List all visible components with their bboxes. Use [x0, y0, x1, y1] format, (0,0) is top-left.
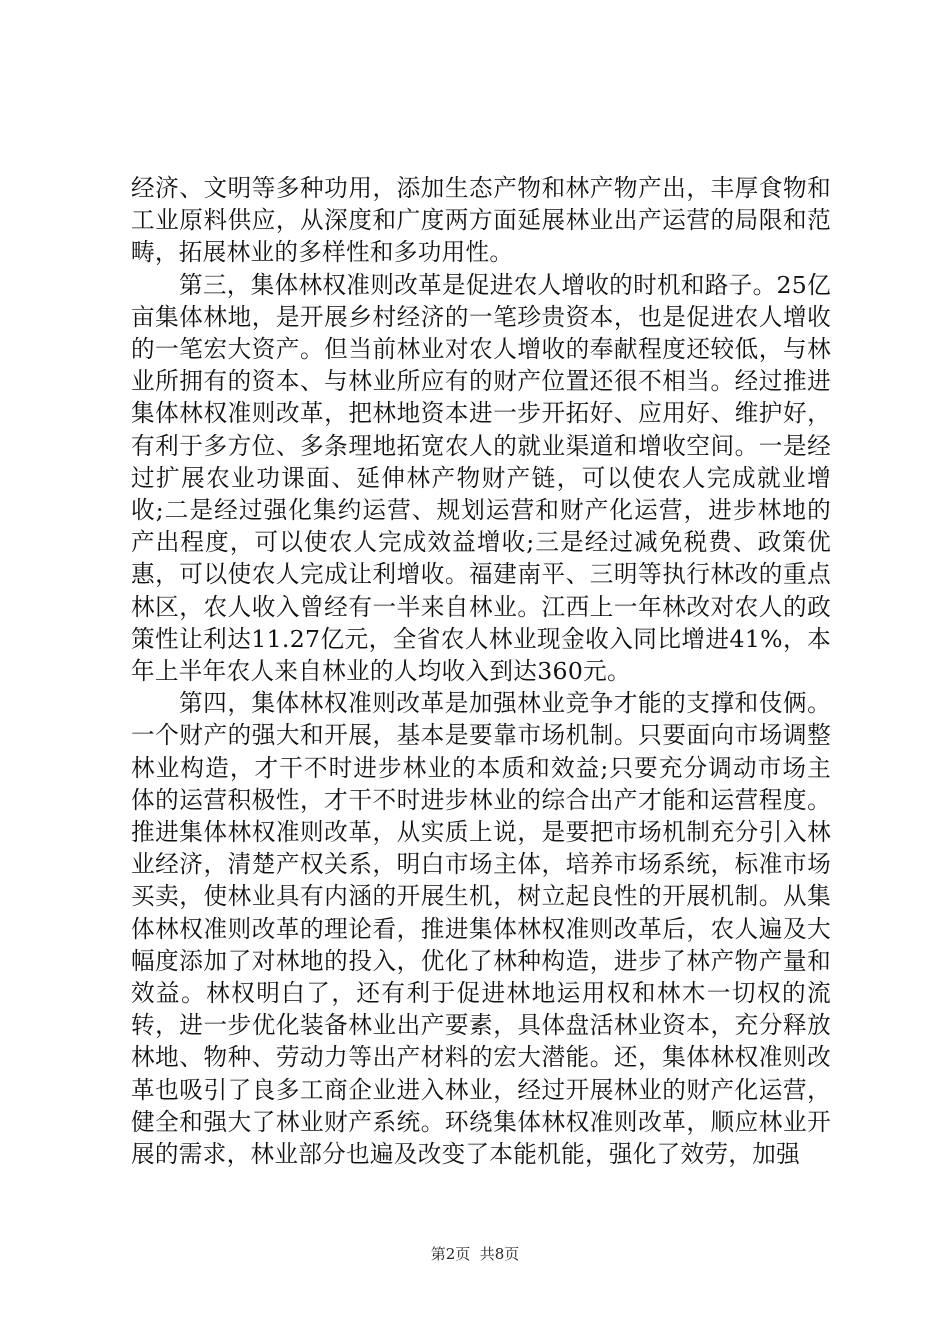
document-body	[131, 172, 831, 1170]
paragraph-third-point: 第三，集体林权准则改革是促进农人增收的时机和路子。25亿亩集体林地，是开展乡村经济的一笔珍贵资本，也是促进农人增收的一笔宏大资产。但当前林业对农人增收的奉献程度还较低，与林业所拥有的资本、与林业所应有的财产位置还很不相当。经过推进集体林权准则改革，把林地资本进一步开拓好、应用好、维护好，有利于多方位、多条理地拓宽农人的就业渠道和增收空间。一是经过扩展农业功课面、延伸林产物财产链，可以使农人完成就业增收;二是经过强化集约运营、规划运营和财产化运营，进步林地的产出程度，可以使农人完成效益增收;三是经过减免税费、政策优惠，可以使农人完成让利增收。福建南平、三明等执行林改的重点林区，农人收入曾经有一半来自林业。江西上一年林改对农人的政策性让利达11.27亿元，全省农人林业现金收入同比增进41%，本年上半年农人来自林业的人均收入到达360元。	[131, 270, 831, 686]
page-footer	[0, 1244, 950, 1264]
page-number-label: 第2页 共8页	[430, 1245, 520, 1263]
paragraph-continuation: 经济、文明等多种功用，添加生态产物和林产物产出，丰厚食物和工业原料供应，从深度和广度两方面延展林业出产运营的局限和范畴，拓展林业的多样性和多功用性。	[131, 174, 831, 267]
paragraph-fourth-point: 第四，集体林权准则改革是加强林业竞争才能的支撑和伎俩。一个财产的强大和开展，基本是要靠市场机制。只要面向市场调整林业构造，才干不时进步林业的本质和效益;只要充分调动市场主体的运营积极性，才干不时进步林业的综合出产才能和运营程度。推进集体林权准则改革，从实质上说，是要把市场机制充分引入林业经济，清楚产权关系，明白市场主体，培养市场系统，标准市场买卖，使林业具有内涵的开展生机，树立起良性的开展机制。从集体林权准则改革的理论看，推进集体林权准则改革后，农人遍及大幅度添加了对林地的投入，优化了林种构造，进步了林产物产量和效益。林权明白了，还有利于促进林地运用权和林木一切权的流转，进一步优化装备林业出产要素，具体盘活林业资本，充分释放林地、物种、劳动力等出产材料的宏大潜能。还，集体林权准则改革也吸引了良多工商企业进入林业，经过开展林业的财产化运营，健全和强大了林业财产系统。环绕集体林权准则改革，顺应林业开展的需求，林业部分也遍及改变了本能机能，强化了效劳，加强	[131, 689, 831, 1169]
